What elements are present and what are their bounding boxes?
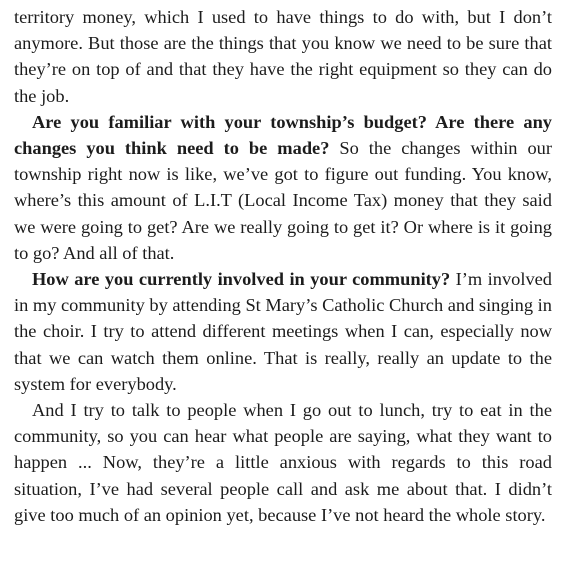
- interview-question: How are you currently involved in your community?: [32, 269, 451, 290]
- paragraph-township-budget: [14, 109, 552, 266]
- interview-question: Are you familiar with your township’s budget? Are there any changes you think need to be made?: [14, 111, 552, 159]
- paragraph-community-involvement: [14, 266, 552, 397]
- paragraph-talk-to-people: [14, 397, 552, 528]
- paragraph-text: So the changes within our township right now is like, we’ve got to figure out funding. You know, where’s this amount of L.I.T (Local Income Tax) money that they said we were going to get? Are we really going to get it? Or where is it going to go? And all of that.: [14, 138, 552, 263]
- paragraph-territory-money: [14, 4, 552, 109]
- paragraph-text: I’m involved in my community by attending St Mary’s Catholic Church and singing in the choir. I try to attend different meetings when I can, especially now that we can watch them online. That is really, really an update to the system for everybody.: [14, 269, 553, 394]
- paragraph-text: And I try to talk to people when I go out to lunch, try to eat in the community, so you can hear what people are saying, what they want to happen ... Now, they’re a little anxious with regards to this road situation, I’ve had several people call and ask me about that. I didn’t give too much of an opinion yet, because I’ve not heard the whole story.: [14, 400, 552, 525]
- paragraph-text: territory money, which I used to have things to do with, but I don’t anymore. But those are the things that you know we need to be sure that they’re on top of and that they have the right equipment so they can do the job.: [14, 7, 552, 106]
